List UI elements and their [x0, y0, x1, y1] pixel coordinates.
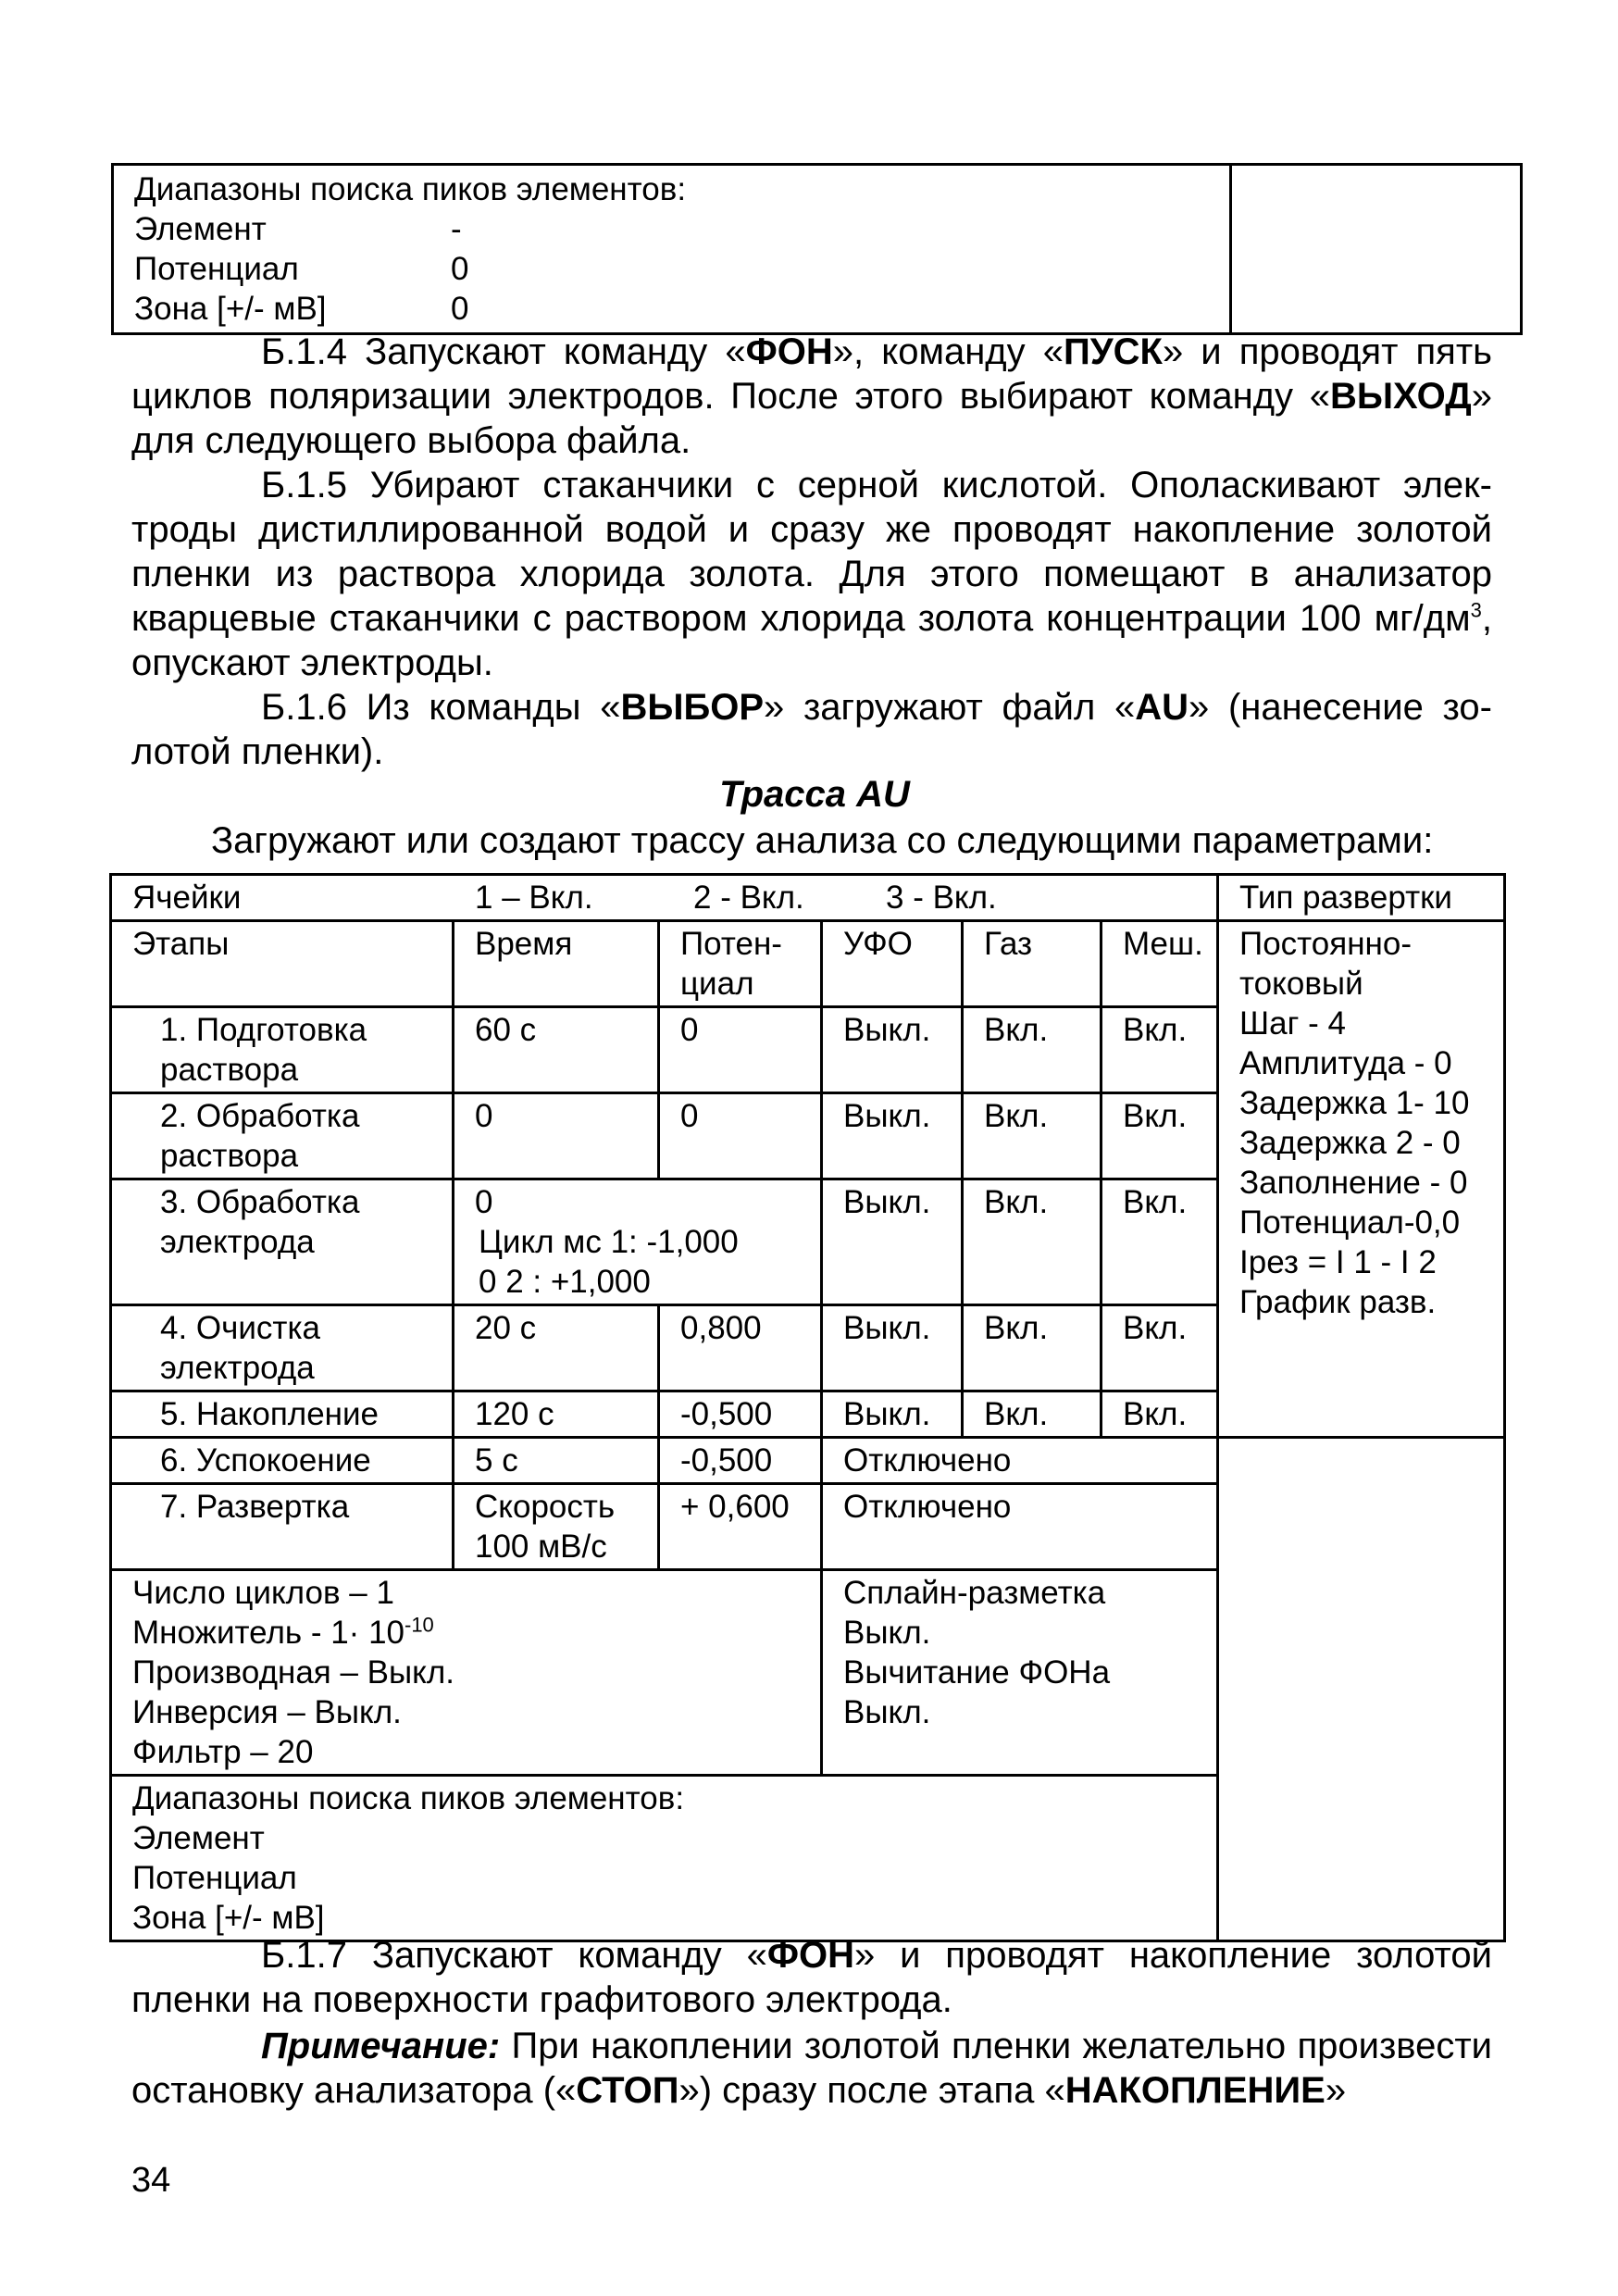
stage-time: 60 с	[454, 1007, 659, 1093]
stage-name: 2. Обработка раствора	[111, 1093, 454, 1179]
route-heading: Трасса AU	[719, 774, 910, 815]
paragraph-b17: Б.1.7 Запускают команду «ФОН» и проводят накопление золотой пленки на поверхности графитового электрода.	[131, 1935, 1493, 2020]
stage-time: 120 с	[454, 1391, 659, 1438]
cells-label: Ячейки	[132, 880, 242, 916]
scan-param: Потенциал-0,0	[1239, 1204, 1461, 1241]
cycle-line-2: 0 2 : +1,000	[479, 1264, 651, 1300]
stage-ufo: Выкл.	[822, 1093, 963, 1179]
stage-gas: Вкл.	[963, 1179, 1101, 1305]
peaks-zone: Зона [+/- мВ]	[132, 1900, 325, 1936]
stage-name: 4. Очистка электрода	[111, 1305, 454, 1391]
stage-name: 1. Подготовка раствора	[111, 1007, 454, 1093]
route-intro: Загружают или создают трассу анализа со следующими параметрами:	[211, 820, 1434, 861]
stage-time-cycle	[454, 1179, 822, 1305]
setting-bg-subtract-value: Выкл.	[843, 1694, 931, 1730]
stage-status: Отключено	[822, 1484, 1218, 1570]
peak-search-title: Диапазоны поиска пиков элементов:	[134, 171, 687, 207]
setting-bg-subtract: Вычитание ФОНа	[843, 1654, 1111, 1691]
empty-right-cell	[1218, 1438, 1505, 1941]
stage-time: 5 с	[454, 1438, 659, 1484]
scan-params-cell	[1218, 921, 1505, 1438]
stage-potential: 0,800	[659, 1305, 822, 1391]
cells-cell	[111, 875, 1218, 921]
peak-search-cell	[113, 165, 1231, 334]
setting-filter: Фильтр – 20	[132, 1734, 314, 1770]
header-row	[111, 921, 1505, 1007]
stage-mix: Вкл.	[1101, 1007, 1218, 1093]
stage-gas: Вкл.	[963, 1391, 1101, 1438]
scan-param: Iрез = I 1 - I 2	[1239, 1244, 1437, 1280]
note-label: Примечание:	[261, 2026, 501, 2066]
stage-name: 5. Накопление	[111, 1391, 454, 1438]
peak-row-potential: Потенциал 0	[134, 251, 469, 287]
stage-potential: -0,500	[659, 1391, 822, 1438]
stage-potential: + 0,600	[659, 1484, 822, 1570]
col-mix: Меш.	[1101, 921, 1218, 1007]
col-ufo: УФО	[822, 921, 963, 1007]
page-number: 34	[131, 2161, 171, 2200]
stage-ufo: Выкл.	[822, 1179, 963, 1305]
scan-type-header: Тип развертки	[1218, 875, 1505, 921]
scan-param: Заполнение - 0	[1239, 1165, 1468, 1201]
setting-inversion: Инверсия – Выкл.	[132, 1694, 402, 1730]
stage-mix: Вкл.	[1101, 1093, 1218, 1179]
settings-left	[111, 1570, 822, 1776]
stage-row	[111, 1438, 1505, 1484]
setting-spline: Сплайн-разметка	[843, 1575, 1106, 1611]
col-time: Время	[454, 921, 659, 1007]
stage-gas: Вкл.	[963, 1093, 1101, 1179]
route-parameters-table	[109, 873, 1506, 1942]
peak-row-zone: Зона [+/- мВ] 0	[134, 291, 469, 327]
peaks-title: Диапазоны поиска пиков элементов:	[132, 1780, 685, 1816]
stage-ufo: Выкл.	[822, 1391, 963, 1438]
peaks-cell	[111, 1776, 1218, 1941]
stage-gas: Вкл.	[963, 1305, 1101, 1391]
stage-potential: 0	[659, 1093, 822, 1179]
setting-multiplier: Множитель - $1\cdot 10^{-10}$	[132, 1613, 434, 1651]
cells-row	[111, 875, 1505, 921]
stage-ufo: Выкл.	[822, 1305, 963, 1391]
stage-time: 20 с	[454, 1305, 659, 1391]
stage-status: Отключено	[822, 1438, 1218, 1484]
stage-name: 7. Развертка	[111, 1484, 454, 1570]
scan-param: График разв.	[1239, 1284, 1437, 1320]
cell-2-status: 2 - Вкл.	[693, 880, 804, 916]
stage-time: Скорость 100 мВ/с	[454, 1484, 659, 1570]
stage-name: 6. Успокоение	[111, 1438, 454, 1484]
note-paragraph: Примечание: При накоплении золотой пленки желательно произвести остановку анализатора («СТОП») сразу после этапа «НАКОПЛЕНИЕ»	[131, 2026, 1492, 2111]
scan-param: Постоянно-токовый	[1239, 926, 1413, 1002]
cell-1-status: 1 – Вкл.	[475, 880, 593, 916]
settings-right	[822, 1570, 1218, 1776]
stage-gas: Вкл.	[963, 1007, 1101, 1093]
stage-mix: Вкл.	[1101, 1179, 1218, 1305]
stage-ufo: Выкл.	[822, 1007, 963, 1093]
col-gas: Газ	[963, 921, 1101, 1007]
setting-spline-value: Выкл.	[843, 1615, 931, 1651]
cell-3-status: 3 - Вкл.	[886, 880, 997, 916]
stage-mix: Вкл.	[1101, 1391, 1218, 1438]
paragraph-b14: Б.1.4 Запускают команду «ФОН», команду «ПУСК» и проводят пять циклов поляризации электродов. После этого выбирают команду «ВЫХОД» для следующего выбора файла.	[131, 331, 1493, 461]
paragraph-b16: Б.1.6 Из команды «ВЫБОР» загружают файл «AU» (нанесение золотой пленки).	[131, 687, 1492, 772]
stage-name: 3. Обработка электрода	[111, 1179, 454, 1305]
stage-time: 0	[475, 1184, 493, 1220]
col-stages: Этапы	[111, 921, 454, 1007]
scan-param: Задержка 2 - 0	[1239, 1125, 1461, 1161]
stage-time: 0	[454, 1093, 659, 1179]
scan-param: Шаг - 4	[1239, 1005, 1346, 1042]
stage-potential: -0,500	[659, 1438, 822, 1484]
cycle-line-1: Цикл мс 1: -1,000	[479, 1224, 739, 1260]
peaks-element: Элемент	[132, 1820, 265, 1856]
paragraph-b15: Б.1.5 Убирают стаканчики с серной кислотой. Ополаскивают электроды дистиллированной водой и сразу же проводят накопление золотой пленки из раствора хлорида золота. Для этого помещают в анализатор кварцевые стаканчики с раствором хлорида золота концентрации 100 $мг/дм^3$, опускают электроды.	[131, 465, 1492, 683]
empty-cell	[1231, 165, 1522, 334]
setting-cycles: Число циклов – 1	[132, 1575, 394, 1611]
col-potential: Потенциал	[659, 921, 822, 1007]
stage-mix: Вкл.	[1101, 1305, 1218, 1391]
stage-potential: 0	[659, 1007, 822, 1093]
peak-search-table-top	[111, 163, 1523, 335]
peaks-potential: Потенциал	[132, 1860, 297, 1896]
scan-param: Амплитуда - 0	[1239, 1045, 1452, 1081]
setting-derivative: Производная – Выкл.	[132, 1654, 455, 1691]
scan-param: Задержка 1- 10	[1239, 1085, 1470, 1121]
peak-row-element: Элемент -	[134, 211, 462, 247]
